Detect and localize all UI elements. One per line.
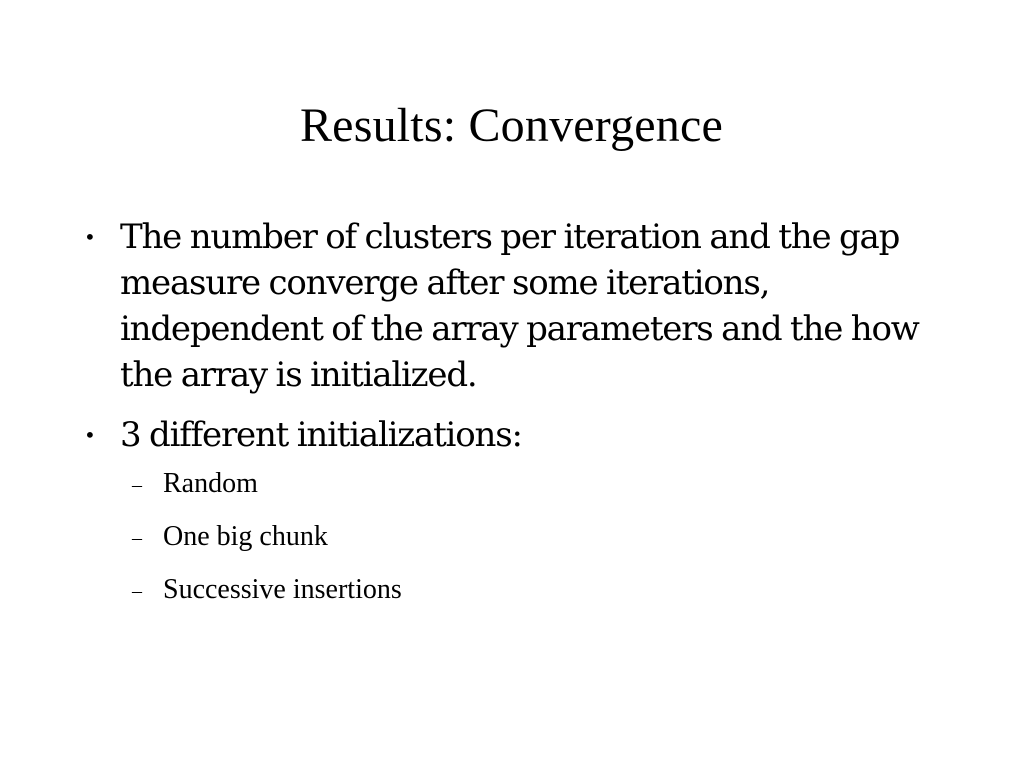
bullet-item xyxy=(84,214,964,398)
bullet-text: 3 different initializations: xyxy=(120,415,522,455)
sub-bullet-text: Random xyxy=(163,468,258,499)
slide-title: Results: Convergence xyxy=(299,99,724,152)
sub-bullet-item xyxy=(132,517,964,557)
sub-bullet-marker: – xyxy=(132,580,142,602)
sub-bullet-item xyxy=(132,570,964,610)
sub-bullet-text: Successive insertions xyxy=(163,574,402,605)
sub-bullet-list xyxy=(84,464,964,610)
slide-body xyxy=(84,214,964,623)
bullet-item xyxy=(84,412,964,458)
sub-bullet-item xyxy=(132,464,964,504)
bullet-text: The number of clusters per iteration and the gap measure converge after some iterations, independent of the array parameters and the how the array is initialized. xyxy=(120,217,919,395)
sub-bullet-text: One big chunk xyxy=(163,521,328,552)
sub-bullet-marker: – xyxy=(132,527,142,549)
sub-bullet-marker: – xyxy=(132,474,142,496)
bullet-marker: • xyxy=(84,423,95,447)
bullet-marker: • xyxy=(84,225,95,249)
